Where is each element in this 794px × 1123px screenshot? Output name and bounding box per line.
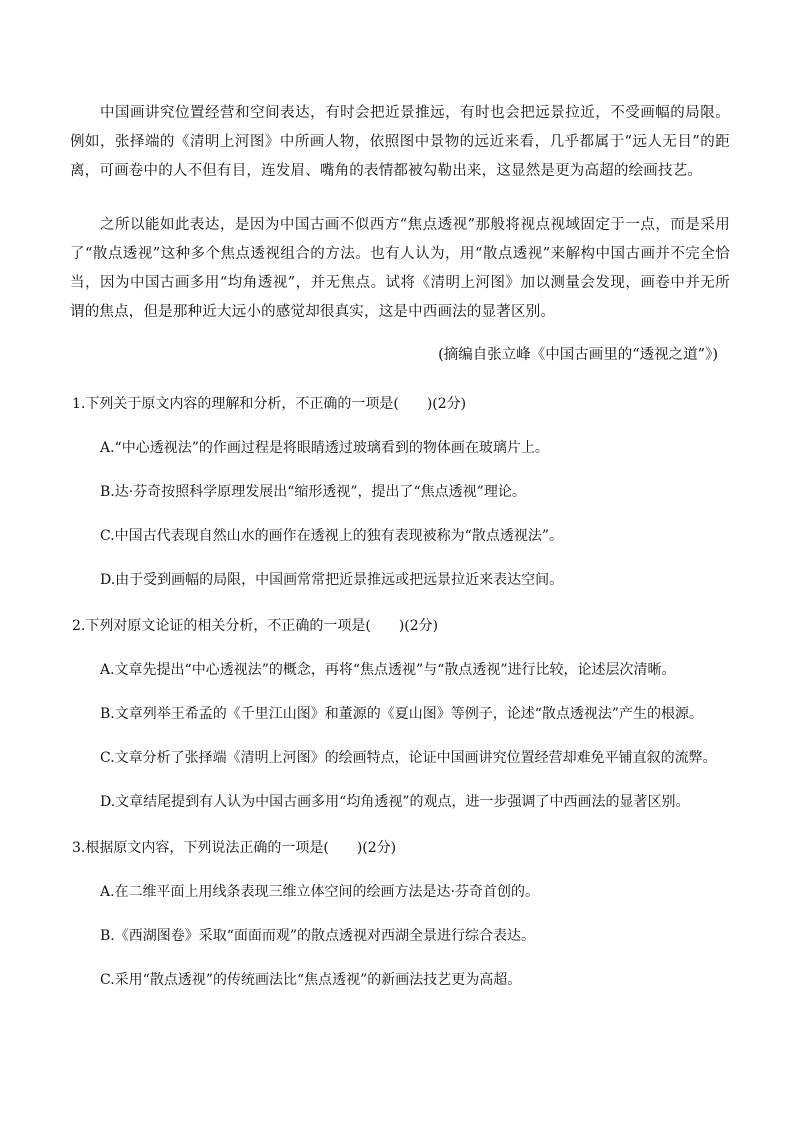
question-3-stem: 3.根据原文内容，下列说法正确的一项是( )(2分) [72, 840, 397, 856]
passage-source: (摘编自张立峰《中国古画里的“透视之道”》) [438, 347, 718, 363]
passage-paragraph-2: 之所以能如此表达，是因为中国古画不似西方“焦点透视”那般将视点视域固定于一点，而是采用了“散点透视”这种多个焦点透视组合的方法。也有人认为，用“散点透视”来解构中国古画并不完全恰当，因为中国古画多用“均角透视”，并无焦点。试将《清明上河图》加以测量会发现，画卷中并无所谓的焦点，但是那种近大远小的感觉却很真实，这是中西画法的显著区别。 [70, 217, 730, 320]
question-1-option-a: A.“中心透视法”的作画过程是将眼睛透过玻璃看到的物体画在玻璃片上。 [100, 440, 549, 456]
question-2-option-d: D.文章结尾提到有人认为中国古画多用“均角透视”的观点，进一步强调了中西画法的显著区别。 [100, 794, 690, 810]
question-2-stem: 2.下列对原文论证的相关分析，不正确的一项是( )(2分) [72, 618, 439, 634]
question-1-stem: 1.下列关于原文内容的理解和分析，不正确的一项是( )(2分) [72, 396, 467, 412]
question-2-option-a: A.文章先提出“中心透视法”的概念，再将“焦点透视”与“散点透视”进行比较，论述层次清晰。 [100, 662, 676, 678]
passage-paragraph-1: 中国画讲究位置经营和空间表达，有时会把近景推远，有时也会把远景拉近，不受画幅的局限。例如，张择端的《清明上河图》中所画人物，依照图中景物的远近来看，几乎都属于“远人无目”的距离，可画卷中的人不但有目，连发眉、嘴角的表情都被勾勒出来，这显然是更为高超的绘画技艺。 [70, 105, 730, 179]
question-1-option-c: C.中国古代表现自然山水的画作在透视上的独有表现被称为“散点透视法”。 [100, 528, 563, 544]
question-2-option-b: B.文章列举王希孟的《千里江山图》和董源的《夏山图》等例子，论述“散点透视法”产生的根源。 [100, 706, 704, 722]
question-2-option-c: C.文章分析了张择端《清明上河图》的绘画特点，论证中国画讲究位置经营却难免平铺直叙的流弊。 [100, 750, 717, 766]
question-3-option-b: B.《西湖图卷》采取“面面而观”的散点透视对西湖全景进行综合表达。 [100, 928, 536, 944]
question-1-option-b: B.达·芬奇按照科学原理发展出“缩形透视”，提出了“焦点透视”理论。 [100, 484, 526, 500]
question-3-option-c: C.采用“散点透视”的传统画法比“焦点透视”的新画法技艺更为高超。 [100, 972, 522, 988]
question-1-option-d: D.由于受到画幅的局限，中国画常常把近景推远或把远景拉近来表达空间。 [100, 572, 564, 588]
question-3-option-a: A.在二维平面上用线条表现三维立体空间的绘画方法是达·芬奇首创的。 [100, 884, 540, 900]
